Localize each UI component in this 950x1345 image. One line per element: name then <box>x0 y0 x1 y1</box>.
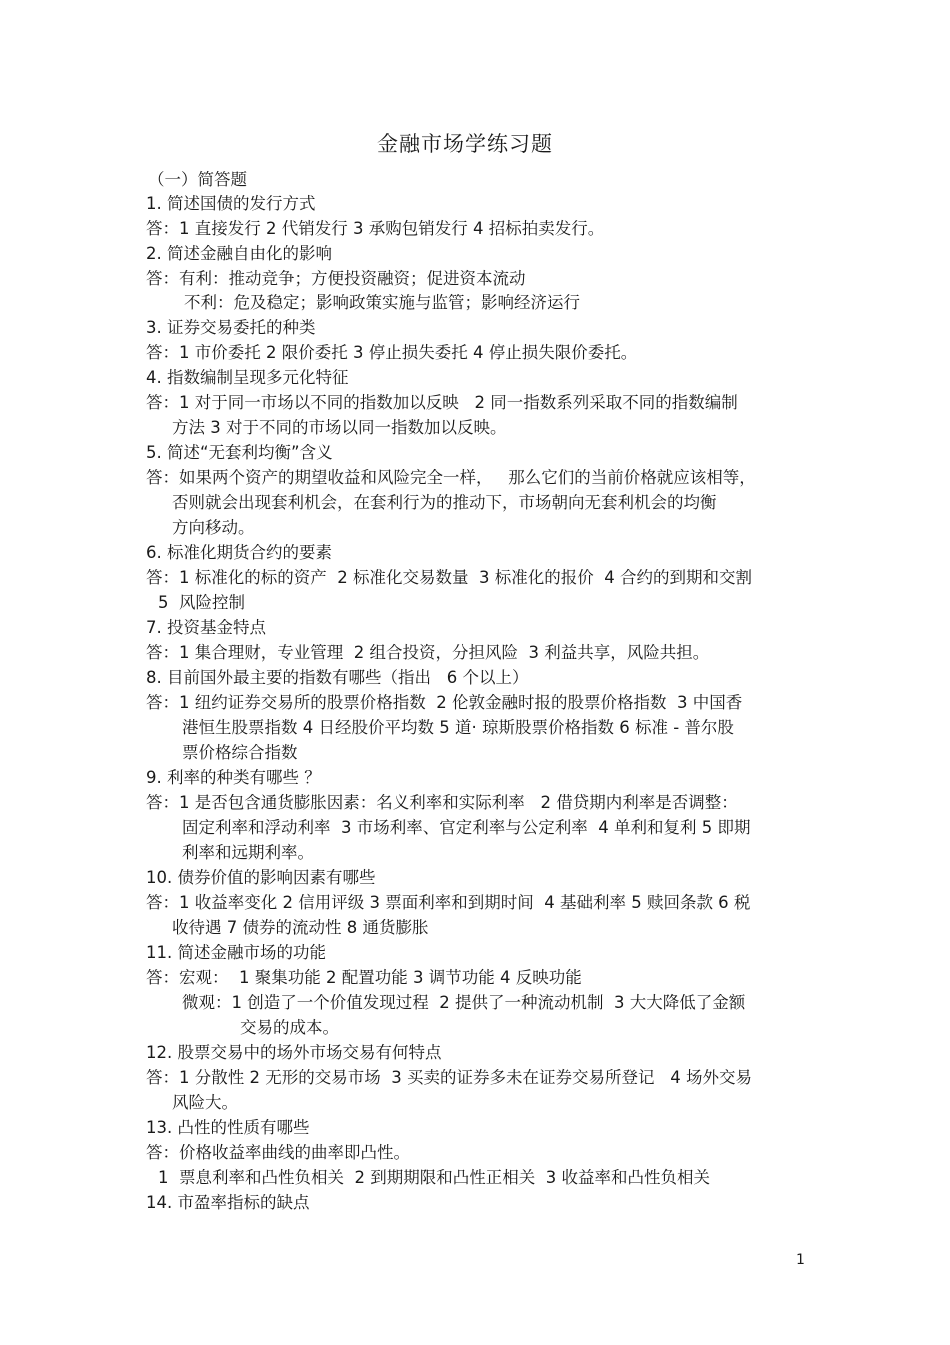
question-5: 5. 简述“无套利均衡”含义 <box>146 443 333 462</box>
answer-8-line-3: 票价格综合指数 <box>182 743 298 762</box>
answer-10-line-2: 收待遇 7 债券的流动性 8 通货膨胀 <box>172 918 429 937</box>
question-9: 9. 利率的种类有哪些 ？ <box>146 768 321 787</box>
answer-8-line-1: 答：1 纽约证券交易所的股票价格指数 2 伦敦金融时报的股票价格指数 3 中国香 <box>146 693 743 712</box>
answer-6-line-2: 5 风险控制 <box>158 593 245 612</box>
question-13: 13. 凸性的性质有哪些 <box>146 1118 310 1137</box>
answer-2-line-1: 答：有利：推动竞争；方便投资融资；促进资本流动 <box>146 269 526 288</box>
section-heading: （一）简答题 <box>148 170 247 189</box>
answer-11-line-2: 微观：1 创造了一个价值发现过程 2 提供了一种流动机制 3 大大降低了金额 <box>182 993 746 1012</box>
question-10: 10. 债券价值的影响因素有哪些 <box>146 868 376 887</box>
answer-2-line-2: 不利：危及稳定；影响政策实施与监管；影响经济运行 <box>184 293 580 312</box>
answer-3: 答：1 市价委托 2 限价委托 3 停止损失委托 4 停止损失限价委托。 <box>146 343 638 362</box>
answer-9-line-3: 利率和远期利率。 <box>182 843 314 862</box>
answer-13-line-2: 1 票息利率和凸性负相关 2 到期期限和凸性正相关 3 收益率和凸性负相关 <box>158 1168 710 1187</box>
answer-1: 答：1 直接发行 2 代销发行 3 承购包销发行 4 招标拍卖发行。 <box>146 219 605 238</box>
question-4: 4. 指数编制呈现多元化特征 <box>146 368 349 387</box>
answer-10-line-1: 答：1 收益率变化 2 信用评级 3 票面利率和到期时间 4 基础利率 5 赎回条款 6 税 <box>146 893 751 912</box>
answer-5-line-3: 方向移动。 <box>172 518 255 537</box>
answer-4-line-2: 方法 3 对于不同的市场以同一指数加以反映。 <box>172 418 507 437</box>
answer-12-line-1: 答：1 分散性 2 无形的交易市场 3 买卖的证券多未在证券交易所登记 4 场外交易 <box>146 1068 752 1087</box>
question-11: 11. 简述金融市场的功能 <box>146 943 326 962</box>
answer-7: 答：1 集合理财，专业管理 2 组合投资，分担风险 3 利益共享，风险共担。 <box>146 643 710 662</box>
answer-11-line-1: 答：宏观： 1 聚集功能 2 配置功能 3 调节功能 4 反映功能 <box>146 968 582 987</box>
answer-12-line-2: 风险大。 <box>172 1093 238 1112</box>
answer-6-line-1: 答：1 标准化的标的资产 2 标准化交易数量 3 标准化的报价 4 合约的到期和交割 <box>146 568 752 587</box>
answer-8-line-2: 港恒生股票指数 4 日经股价平均数 5 道· 琼斯股票价格指数 6 标准 - 普尔股 <box>182 718 734 737</box>
answer-9-line-2: 固定利率和浮动利率 3 市场利率、官定利率与公定利率 4 单利和复利 5 即期 <box>182 818 751 837</box>
question-3: 3. 证券交易委托的种类 <box>146 318 316 337</box>
question-6: 6. 标准化期货合约的要素 <box>146 543 332 562</box>
answer-5-line-1: 答：如果两个资产的期望收益和风险完全一样， 那么它们的当前价格就应该相等， <box>146 468 756 487</box>
document-title: 金融市场学练习题 <box>377 132 553 156</box>
question-1: 1. 简述国债的发行方式 <box>146 194 316 213</box>
answer-9-line-1: 答：1 是否包含通货膨胀因素：名义利率和实际利率 2 借贷期内利率是否调整： <box>146 793 738 812</box>
question-7: 7. 投资基金特点 <box>146 618 266 637</box>
answer-5-line-2: 否则就会出现套利机会，在套利行为的推动下，市场朝向无套利机会的均衡 <box>172 493 717 512</box>
question-12: 12. 股票交易中的场外市场交易有何特点 <box>146 1043 442 1062</box>
question-14: 14. 市盈率指标的缺点 <box>146 1193 310 1212</box>
page-number: 1 <box>796 1252 805 1268</box>
answer-4-line-1: 答：1 对于同一市场以不同的指数加以反映 2 同一指数系列采取不同的指数编制 <box>146 393 738 412</box>
answer-11-line-3: 交易的成本。 <box>240 1018 339 1037</box>
answer-13-line-1: 答：价格收益率曲线的曲率即凸性。 <box>146 1143 410 1162</box>
question-8: 8. 目前国外最主要的指数有哪些（指出 6 个以上） <box>146 668 529 687</box>
question-2: 2. 简述金融自由化的影响 <box>146 244 332 263</box>
